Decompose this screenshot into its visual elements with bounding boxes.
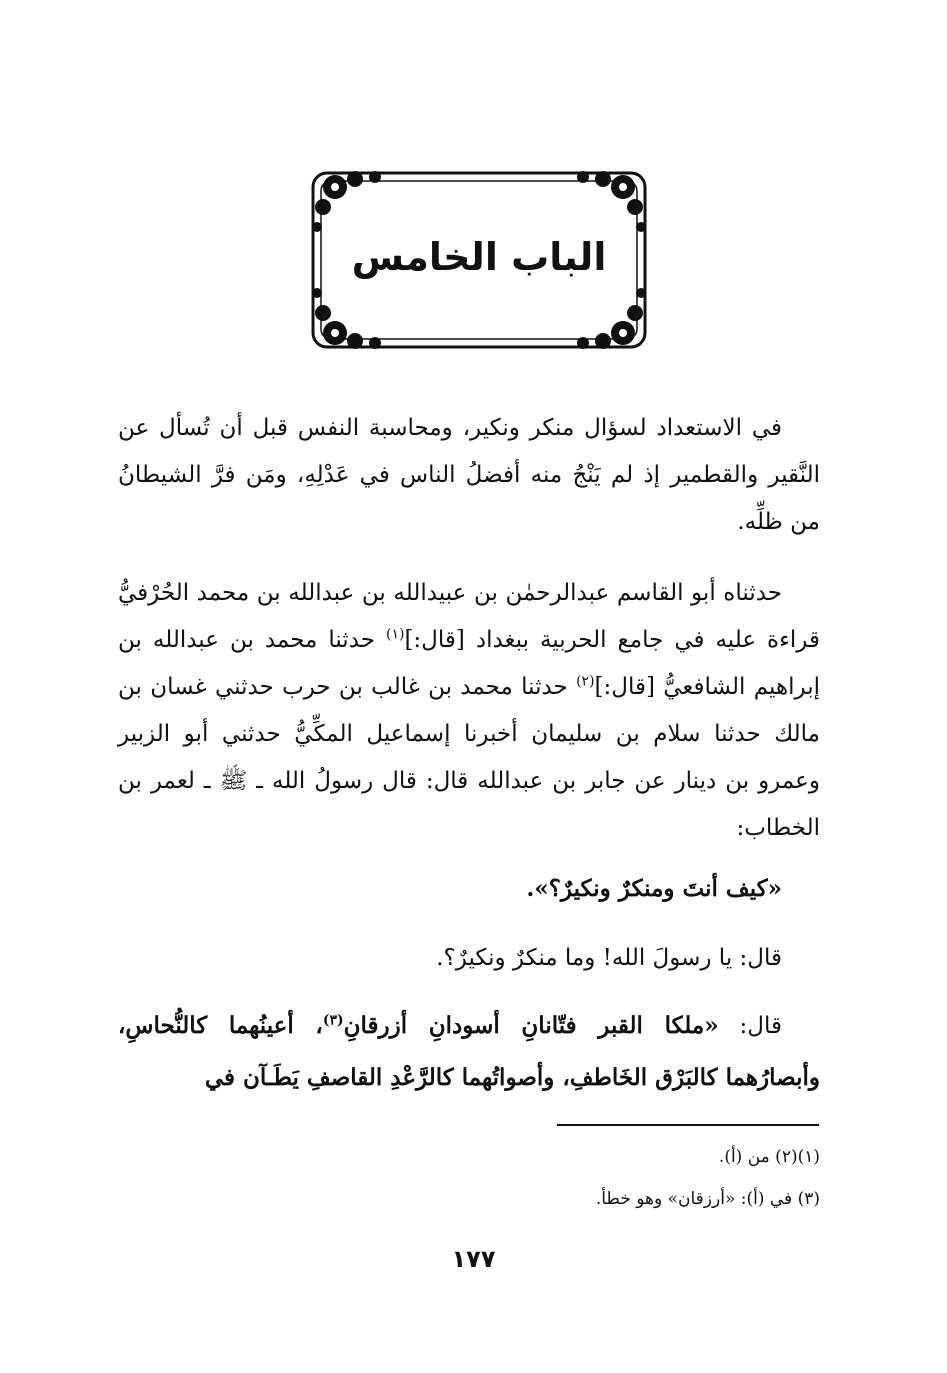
chapter-title: الباب الخامس [351, 235, 607, 279]
page-number: ١٧٧ [451, 1245, 496, 1273]
question-text: قال: يا رسولَ الله! وما منكرٌ ونكيرٌ؟. [436, 945, 782, 971]
footnote-2: (٣) في (أ): «أرزقان» وهو خطأ. [595, 1189, 820, 1209]
intro-paragraph [118, 405, 820, 546]
prophet-answer [118, 1000, 820, 1104]
hadith-line-1: «كيف أنتَ ومنكرٌ ونكيرٌ؟». [526, 875, 782, 902]
companion-question [118, 935, 820, 982]
answer-text-2: ، أعينُهما كالنُّحاسِ، وأبصارُهما كالبَرْق الخَاطفِ، وأصواتُهما كالرَّعْدِ القاصفِ يَطَـآن في [118, 1012, 820, 1091]
intro-text: في الاستعداد لسؤال منكر ونكير، ومحاسبة النفس قبل أن تُسأل عن النَّقير والقطمير إذ لم يَنْجُ منه أفضلُ الناس في عَدْلِهِ، ومَن فرَّ الشيطانُ من ظلِّه. [118, 415, 820, 535]
hadith-question-line [118, 865, 820, 912]
footnote-divider [557, 1124, 819, 1126]
footnotes [300, 1136, 820, 1220]
isnad-text-1: حدثناه أبو القاسم عبدالرحمٰن بن عبيدالله بن عبدالله بن محمد الحُرْفيُّ قراءة عليه في جامع الحربية ببغداد [قال:] [118, 580, 820, 653]
footnote-ref-3[interactable]: (٣) [322, 1012, 344, 1029]
answer-prefix: قال: [718, 1013, 782, 1039]
footnote-1: (١)(٢) من (أ). [718, 1147, 820, 1167]
isnad-text-2: حدثنا محمد بن عبدالله بن إبراهيم الشافعيُّ [قال:] [118, 627, 820, 700]
isnad-paragraph [118, 570, 820, 852]
chapter-title-frame [305, 165, 653, 355]
answer-text-1: «ملكا القبر فتّانانِ أسودانِ أزرقانِ [343, 1012, 719, 1039]
footnote-ref-2[interactable]: (٢) [576, 673, 595, 690]
isnad-text-3: حدثنا محمد بن غالب بن حرب حدثني غسان بن مالك حدثنا سلام بن سليمان أخبرنا إسماعيل المكِّيُّ حدثني أبو الزبير وعمرو بن دينار عن جابر بن عبدالله قال: قال رسولُ الله ـ ﷺ ـ لعمر بن الخطاب: [118, 674, 820, 841]
footnote-ref-1[interactable]: (١) [385, 626, 405, 643]
